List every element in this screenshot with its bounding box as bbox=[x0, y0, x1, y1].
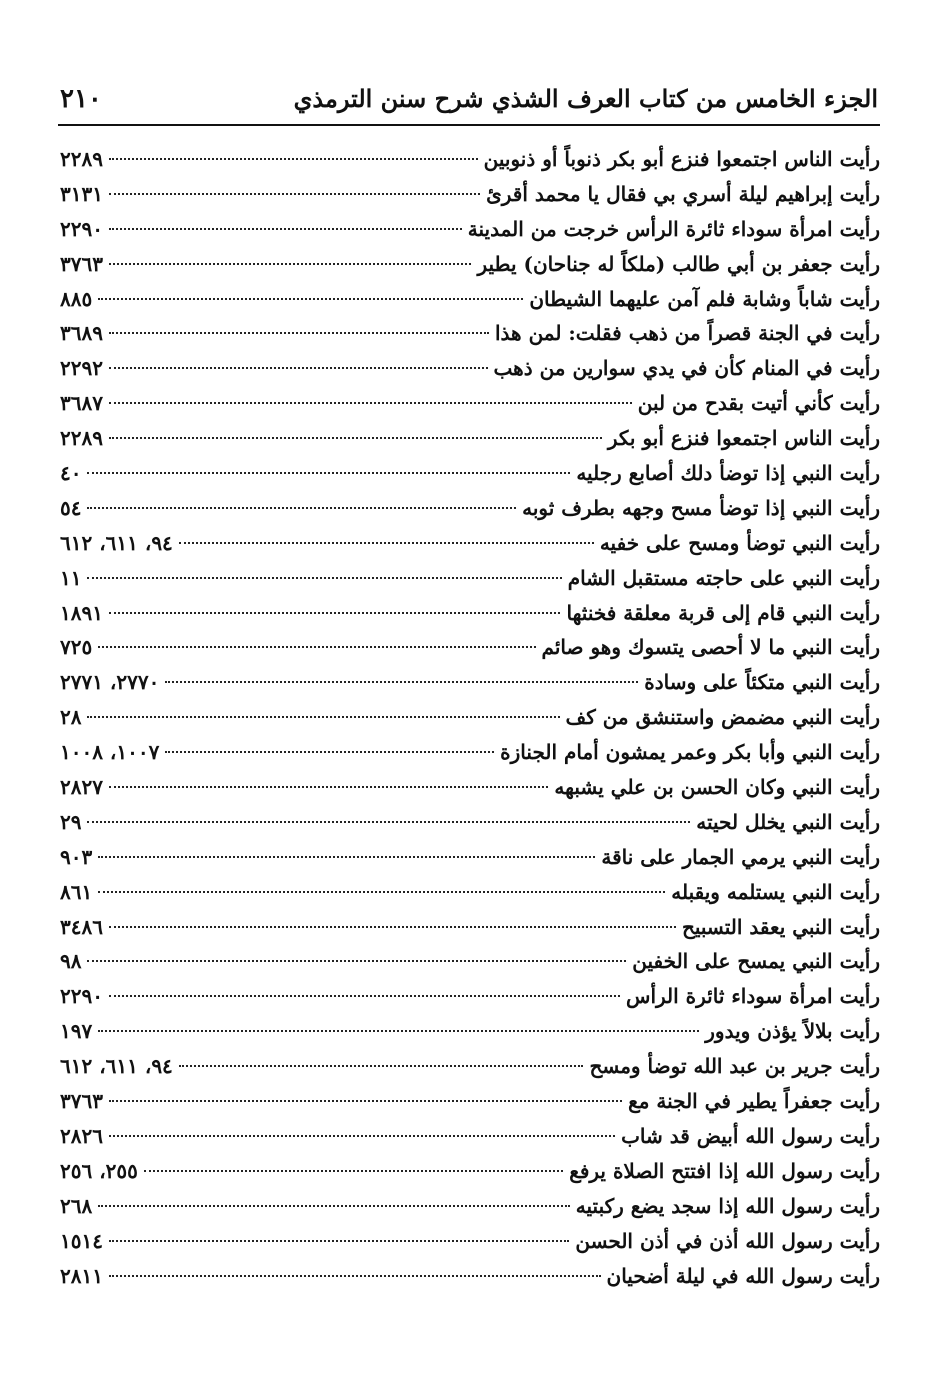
dot-leader bbox=[109, 367, 488, 369]
entry-text: رأيت النبي يستلمه ويقبله bbox=[671, 879, 880, 904]
entry-reference-numbers: ٢٩ bbox=[60, 809, 82, 834]
dot-leader bbox=[109, 402, 632, 404]
entry-text: رأيت كأني أتيت بقدح من لبن bbox=[637, 391, 880, 416]
entry-text: رأيت النبي توضأ ومسح على خفيه bbox=[599, 530, 880, 555]
index-entry bbox=[60, 421, 880, 456]
entry-reference-numbers: ٣٧٦٣ bbox=[60, 251, 103, 276]
entry-text: رأيت النبي ما لا أحصى يتسوك وهو صائم bbox=[541, 635, 880, 660]
dot-leader bbox=[109, 1100, 622, 1102]
dot-leader bbox=[98, 646, 535, 648]
entry-text: رأيت النبي وكان الحسن بن علي يشبهه bbox=[554, 775, 880, 800]
dot-leader bbox=[109, 1240, 569, 1242]
entry-text: رأيت الناس اجتمعوا فنزع أبو بكر bbox=[607, 426, 880, 451]
entry-reference-numbers: ٢٨ bbox=[60, 705, 82, 730]
entry-reference-numbers: ٩٠٣ bbox=[60, 844, 93, 869]
entry-reference-numbers: ٢٧٧٠، ٢٧٧١ bbox=[60, 670, 160, 695]
entry-reference-numbers: ٣٦٨٧ bbox=[60, 391, 103, 416]
index-entry bbox=[60, 1119, 880, 1154]
entry-text: رأيت النبي إذا توضأ دلك أصابع رجليه bbox=[576, 461, 880, 486]
entry-reference-numbers: ٩٤، ٦١١، ٦١٢ bbox=[60, 1054, 173, 1079]
dot-leader bbox=[109, 263, 472, 265]
entry-reference-numbers: ٢٨٢٦ bbox=[60, 1123, 103, 1148]
entry-text: رأيت امرأة سوداء ثائرة الرأس bbox=[626, 984, 880, 1009]
index-entry bbox=[60, 1259, 880, 1294]
index-entry bbox=[60, 212, 880, 247]
entry-text: رأيت الناس اجتمعوا فنزع أبو بكر ذنوباً أو ذنوبين bbox=[483, 147, 880, 171]
dot-leader bbox=[109, 228, 462, 230]
dot-leader bbox=[179, 1065, 584, 1067]
index-entry bbox=[60, 665, 880, 700]
index-entry bbox=[60, 561, 880, 596]
entry-text: رأيت جعفراً يطير في الجنة مع bbox=[628, 1089, 880, 1114]
header-rule bbox=[58, 124, 880, 126]
entry-reference-numbers: ٨٨٥ bbox=[60, 286, 93, 311]
page-number: ٢١٠ bbox=[60, 84, 102, 114]
index-entry bbox=[60, 386, 880, 421]
entry-text: رأيت رسول الله إذا سجد يضع ركبتيه bbox=[575, 1193, 880, 1218]
dot-leader bbox=[98, 298, 523, 300]
entry-reference-numbers: ٢٢٩٠ bbox=[60, 216, 103, 241]
entry-reference-numbers: ٥٤ bbox=[60, 495, 82, 520]
index-entry bbox=[60, 875, 880, 910]
entry-reference-numbers: ٢٥٥، ٢٥٦ bbox=[60, 1158, 138, 1183]
entry-reference-numbers: ٢٢٨٩ bbox=[60, 147, 103, 171]
entry-reference-numbers: ١٨٩١ bbox=[60, 600, 103, 625]
running-title: الجزء الخامس من كتاب العرف الشذي شرح سنن الترمذي bbox=[293, 84, 878, 113]
dot-leader bbox=[87, 716, 559, 718]
index-entry bbox=[60, 491, 880, 526]
entry-reference-numbers: ٨٦١ bbox=[60, 879, 93, 904]
index-entry bbox=[60, 770, 880, 805]
entry-text: رأيت رسول الله أذن في أذن الحسن bbox=[575, 1228, 880, 1253]
entry-text: رأيت جرير بن عبد الله توضأ ومسح bbox=[589, 1054, 880, 1079]
dot-leader bbox=[109, 437, 602, 439]
index-entry bbox=[60, 1154, 880, 1189]
dot-leader bbox=[165, 751, 494, 753]
entry-text: رأيت في المنام كأن في يدي سوارين من ذهب bbox=[493, 356, 880, 381]
index-entry bbox=[60, 700, 880, 735]
entry-text: رأيت رسول الله أبيض قد شاب bbox=[621, 1123, 880, 1148]
index-entry bbox=[60, 177, 880, 212]
dot-leader bbox=[179, 542, 594, 544]
dot-leader bbox=[109, 786, 548, 788]
index-entry bbox=[60, 979, 880, 1014]
entry-reference-numbers: ٣٤٨٦ bbox=[60, 914, 103, 939]
entry-reference-numbers: ١٩٧ bbox=[60, 1019, 93, 1044]
dot-leader bbox=[109, 995, 620, 997]
entry-text: رأيت النبي وأبا بكر وعمر يمشون أمام الجنازة bbox=[500, 740, 880, 765]
index-entry bbox=[60, 282, 880, 317]
dot-leader bbox=[109, 926, 676, 928]
entry-reference-numbers: ٣٧٦٣ bbox=[60, 1089, 103, 1114]
dot-leader bbox=[87, 960, 626, 962]
index-entry bbox=[60, 1084, 880, 1119]
entry-reference-numbers: ١٥١٤ bbox=[60, 1228, 103, 1253]
entry-text: رأيت النبي إذا توضأ مسح وجهه بطرف ثوبه bbox=[522, 495, 880, 520]
entry-reference-numbers: ٣٦٨٩ bbox=[60, 321, 103, 346]
dot-leader bbox=[109, 332, 489, 334]
dot-leader bbox=[87, 821, 690, 823]
dot-leader bbox=[98, 856, 595, 858]
index-entry bbox=[60, 247, 880, 282]
entry-text: رأيت شاباً وشابة فلم آمن عليهما الشيطان bbox=[529, 286, 880, 311]
index-entry bbox=[60, 1049, 880, 1084]
entry-text: رأيت رسول الله في ليلة أضحيان bbox=[606, 1263, 880, 1288]
entry-reference-numbers: ١١ bbox=[60, 565, 82, 590]
entry-text: رأيت بلالاً يؤذن ويدور bbox=[705, 1019, 880, 1044]
dot-leader bbox=[109, 1275, 601, 1277]
entry-reference-numbers: ٧٢٥ bbox=[60, 635, 93, 660]
entry-text: رأيت النبي يمسح على الخفين bbox=[632, 949, 880, 974]
entry-reference-numbers: ٢٢٩٠ bbox=[60, 984, 103, 1009]
entry-reference-numbers: ٢٦٨ bbox=[60, 1193, 93, 1218]
entry-text: رأيت النبي يرمي الجمار على ناقة bbox=[601, 844, 880, 869]
entry-text: رأيت جعفر بن أبي طالب (ملكاً له جناحان) يطير bbox=[477, 251, 880, 276]
entry-text: رأيت في الجنة قصراً من ذهب فقلت: لمن هذا bbox=[495, 321, 880, 346]
entry-reference-numbers: ٢٢٩٢ bbox=[60, 356, 103, 381]
entry-reference-numbers: ٤٠ bbox=[60, 461, 82, 486]
entry-text: رأيت امرأة سوداء ثائرة الرأس خرجت من المدينة bbox=[467, 216, 880, 241]
dot-leader bbox=[98, 891, 665, 893]
dot-leader bbox=[144, 1170, 563, 1172]
index-entry bbox=[60, 735, 880, 770]
entry-reference-numbers: ٩٤، ٦١١، ٦١٢ bbox=[60, 530, 173, 555]
index-entry bbox=[60, 316, 880, 351]
dot-leader bbox=[165, 681, 638, 683]
index-entry bbox=[60, 805, 880, 840]
dot-leader bbox=[109, 1135, 615, 1137]
dot-leader bbox=[87, 507, 516, 509]
entry-reference-numbers: ٢٨٢٧ bbox=[60, 775, 103, 800]
index-entry bbox=[60, 142, 880, 177]
entry-text: رأيت إبراهيم ليلة أسري بي فقال يا محمد أقرئ bbox=[486, 181, 880, 206]
index-entry bbox=[60, 1224, 880, 1259]
index-entry bbox=[60, 1014, 880, 1049]
index-entry bbox=[60, 840, 880, 875]
index-entry bbox=[60, 910, 880, 945]
entry-reference-numbers: ٩٨ bbox=[60, 949, 82, 974]
index-entry bbox=[60, 630, 880, 665]
dot-leader bbox=[87, 472, 570, 474]
dot-leader bbox=[87, 577, 561, 579]
entry-reference-numbers: ٢٨١١ bbox=[60, 1263, 103, 1288]
entry-text: رأيت النبي يعقد التسبيح bbox=[681, 914, 880, 939]
entry-text: رأيت النبي مضمض واستنشق من كف bbox=[565, 705, 880, 730]
entry-text: رأيت رسول الله إذا افتتح الصلاة يرفع bbox=[569, 1158, 880, 1183]
page-header bbox=[60, 84, 878, 118]
entry-text: رأيت النبي قام إلى قربة معلقة فخنثها bbox=[566, 600, 880, 625]
index-entry bbox=[60, 526, 880, 561]
entry-text: رأيت النبي على حاجته مستقبل الشام bbox=[567, 565, 880, 590]
entry-reference-numbers: ١٠٠٧، ١٠٠٨ bbox=[60, 740, 160, 765]
index-entry bbox=[60, 456, 880, 491]
index-entry bbox=[60, 1189, 880, 1224]
dot-leader bbox=[109, 158, 478, 160]
dot-leader bbox=[98, 1205, 570, 1207]
dot-leader bbox=[109, 612, 561, 614]
entry-reference-numbers: ٣١٣١ bbox=[60, 181, 103, 206]
dot-leader bbox=[109, 193, 480, 195]
index-entry bbox=[60, 596, 880, 631]
index-entry bbox=[60, 351, 880, 386]
entry-text: رأيت النبي متكئاً على وسادة bbox=[644, 670, 880, 695]
index-entry bbox=[60, 944, 880, 979]
entry-reference-numbers: ٢٢٨٩ bbox=[60, 426, 103, 451]
dot-leader bbox=[98, 1030, 699, 1032]
index-list bbox=[60, 142, 880, 1293]
entry-text: رأيت النبي يخلل لحيته bbox=[696, 809, 880, 834]
